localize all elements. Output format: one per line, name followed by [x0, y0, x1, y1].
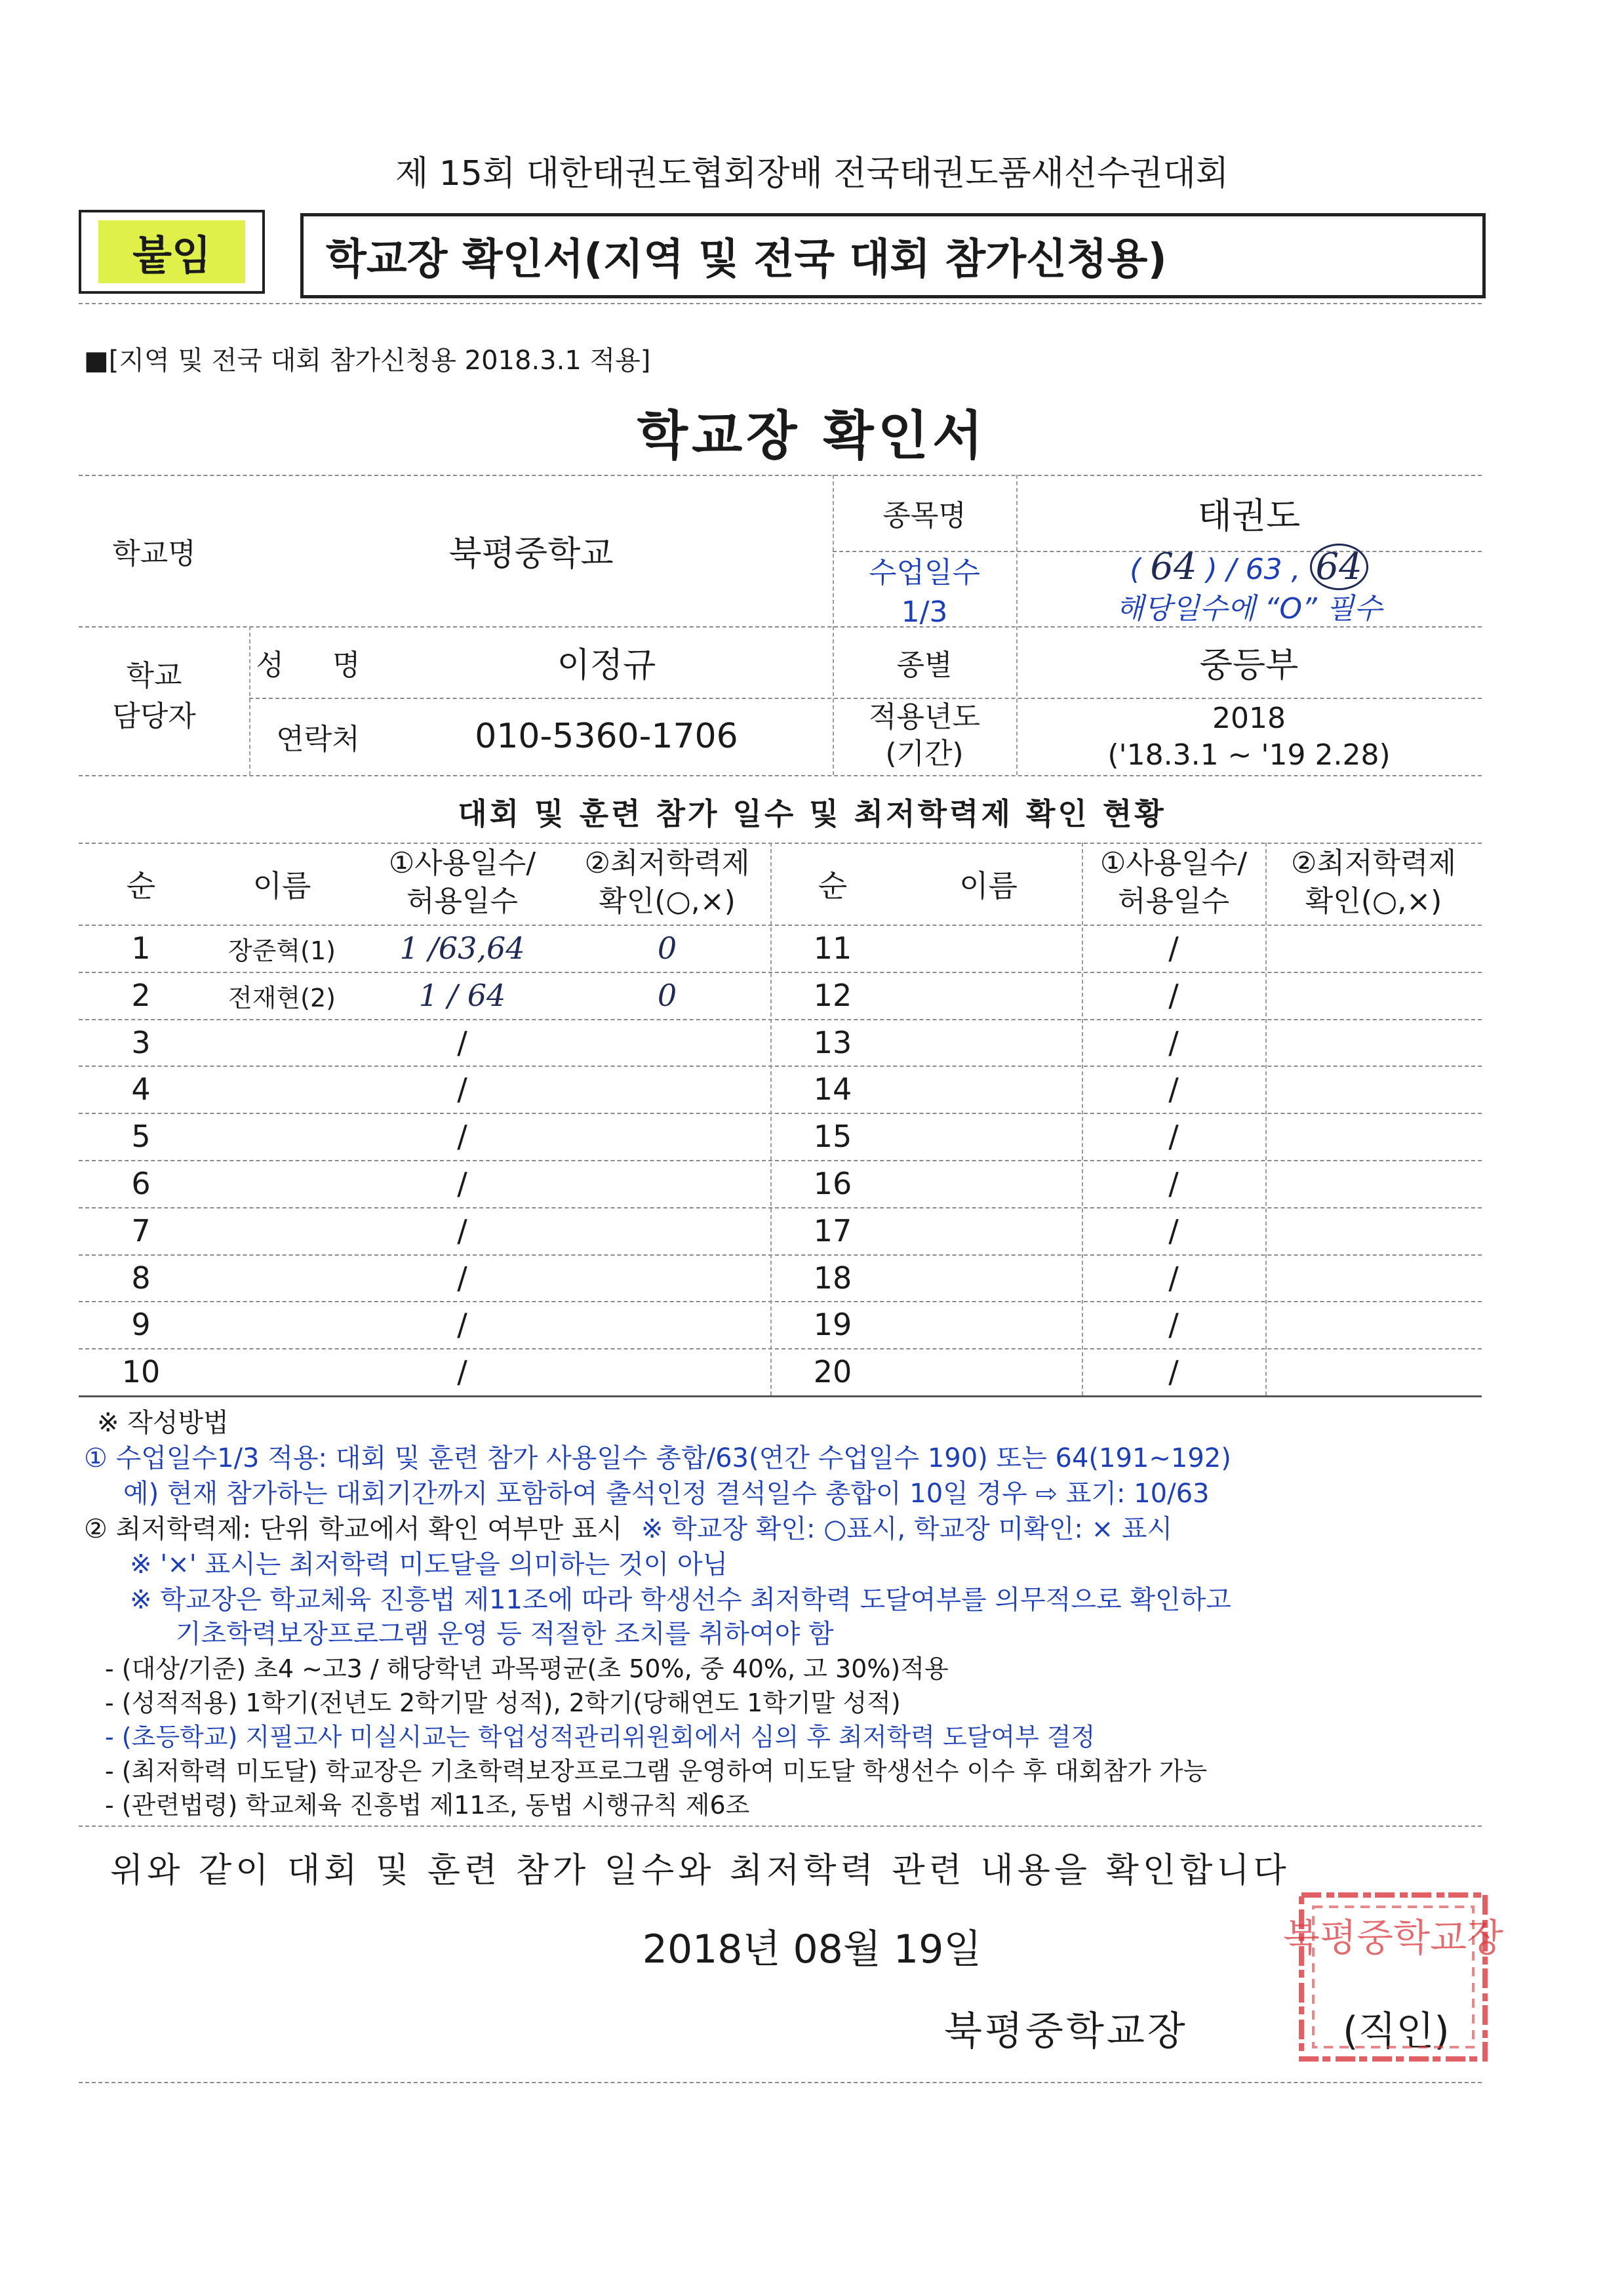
table-cell-check [564, 1066, 770, 1113]
table-cell-name [895, 1254, 1082, 1302]
col-days-line2: 허용일수 [406, 885, 518, 918]
table-cell-days: / [457, 1354, 467, 1389]
main-title: 학교장 확인서 [637, 405, 987, 466]
table-cell-name [895, 1207, 1082, 1254]
table-cell-no: 12 [813, 978, 852, 1013]
divider [79, 1826, 1482, 1827]
table-cell-no: 8 [131, 1260, 151, 1296]
col-name-left: 이름 [252, 868, 311, 904]
table-cell-no: 13 [813, 1025, 852, 1060]
seal-label: (직인) [1343, 2008, 1450, 2054]
table-cell-name [895, 925, 1082, 972]
table-cell-check [564, 1113, 770, 1160]
table-cell-name [203, 1160, 361, 1207]
table-cell-no: 18 [813, 1260, 852, 1296]
table-bottom [79, 1395, 1482, 1397]
days-label [833, 551, 1016, 632]
table-cell-check: 0 [657, 930, 677, 966]
table-cell-check [1265, 972, 1482, 1019]
table-cell-days: 1 / 64 [418, 978, 506, 1013]
event-title: 제 15회 대한태권도협회장배 전국태권도품새선수권대회 [395, 154, 1229, 193]
year-label-line2: (기간) [885, 737, 964, 770]
table-cell-name [203, 1254, 361, 1302]
table-cell-days: / [457, 1307, 467, 1342]
table-cell-days: 1 /63,64 [399, 930, 525, 966]
days-open: ( [1130, 553, 1141, 586]
instruction-line: 기초학력보장프로그램 운영 등 적절한 조치를 취하여야 함 [176, 1619, 834, 1649]
table-cell-no: 6 [131, 1166, 151, 1201]
table-cell-name [895, 1113, 1082, 1160]
table-cell-check [1265, 1301, 1482, 1348]
table-cell-days: / [457, 1025, 467, 1060]
table-cell-days: / [1168, 1025, 1179, 1060]
table-cell-no: 5 [131, 1119, 151, 1154]
table-cell-no: 10 [121, 1354, 161, 1389]
divider [79, 2082, 1482, 2083]
instruction-line: - (초등학교) 지필고사 미실시교는 학업성적관리위원회에서 심의 후 최저학력 도달여부 결정 [105, 1723, 1096, 1751]
table-cell-check [1265, 1254, 1482, 1302]
divider [79, 775, 1482, 776]
days-label-line2: 1/3 [901, 595, 948, 629]
table-cell-no: 17 [813, 1213, 852, 1248]
table-cell-name [203, 1066, 361, 1113]
col-no-right: 순 [818, 868, 848, 904]
col-check-line1: ②최저학력제 [584, 847, 750, 880]
col-check-line2: 확인(○,×) [599, 885, 736, 918]
table-cell-no: 19 [813, 1307, 852, 1342]
col-check-line2: 확인(○,×) [1305, 885, 1442, 918]
divider [79, 303, 1482, 304]
contact-value: 010-5360-1706 [475, 717, 738, 756]
table-cell-check [564, 1254, 770, 1302]
school-seal-stamp [1282, 1888, 1504, 2066]
table-cell-no: 15 [813, 1119, 852, 1154]
table-cell-check [1265, 1348, 1482, 1395]
table-cell-name [203, 1348, 361, 1395]
col-name-right: 이름 [959, 868, 1018, 904]
days-value [1016, 548, 1482, 629]
table-cell-name: 전재현(2) [228, 983, 336, 1012]
contact-label: 연락처 [276, 723, 360, 756]
table-cell-days: / [457, 1260, 467, 1296]
table-cell-days: / [457, 1213, 467, 1248]
table-cell-days: / [1168, 1354, 1179, 1389]
table-cell-days: / [1168, 1119, 1179, 1154]
table-cell-name [203, 1207, 361, 1254]
year-label [833, 699, 1016, 772]
days-note: 해당일수에 “O” 필수 [1116, 592, 1382, 626]
table-cell-name [895, 1066, 1082, 1113]
instruction-line: ※ 학교장은 학교체육 진흥법 제11조에 따라 학생선수 최저학력 도달여부를 의무적으로 확인하고 [130, 1585, 1231, 1615]
year-value-line1: 2018 [1212, 702, 1286, 735]
table-cell-no: 7 [131, 1213, 151, 1248]
table-cell-no: 16 [813, 1166, 852, 1201]
table-cell-check [564, 1348, 770, 1395]
year-value-line2: ('18.3.1 ~ '19 2.28) [1107, 738, 1391, 772]
category-value: 중등부 [1199, 646, 1299, 685]
table-cell-check [564, 1019, 770, 1066]
table-cell-days: / [1168, 978, 1179, 1013]
table-cell-check [1265, 925, 1482, 972]
table-cell-check [1265, 1113, 1482, 1160]
table-title: 대회 및 훈련 참가 일수 및 최저학력제 확인 현황 [458, 796, 1166, 831]
col-days-right [1082, 845, 1265, 921]
table-cell-check [564, 1301, 770, 1348]
school-name: 북평중학교 [448, 534, 614, 574]
staff-label [79, 656, 229, 737]
table-cell-days: / [1168, 1307, 1179, 1342]
col-days-line1: ①사용일수/ [388, 847, 536, 880]
table-cell-check [564, 1160, 770, 1207]
category-label: 종별 [896, 648, 953, 682]
table-cell-days: / [457, 1119, 467, 1154]
table-cell-days: / [1168, 930, 1179, 966]
instruction-line: - (대상/기준) 초4 ~고3 / 해당학년 과목평균(초 50%, 중 40%, 고 30%)적용 [105, 1654, 949, 1683]
confirm-date: 2018년 08월 19일 [642, 1926, 982, 1972]
col-check-right [1265, 845, 1482, 921]
event-value: 태권도 [1197, 494, 1301, 536]
col-check-left [564, 845, 770, 921]
table-cell-no: 20 [813, 1354, 852, 1389]
instruction-line: 예) 현재 참가하는 대회기간까지 포함하여 출석인정 결석일수 총합이 10일 경우 ⇨ 표기: 10/63 [123, 1479, 1210, 1509]
table-cell-no: 11 [813, 930, 852, 966]
badge-label: 붙임 [98, 220, 245, 283]
instructions-heading: ※ 작성방법 [97, 1408, 229, 1438]
table-cell-check: 0 [657, 978, 677, 1013]
table-cell-check [1265, 1019, 1482, 1066]
days-mid: ) / 63 , [1206, 553, 1301, 586]
table-cell-name [203, 1019, 361, 1066]
table-cell-name [895, 1301, 1082, 1348]
instruction-part: ※ 학교장 확인: ○표시, 학교장 미확인: × 표시 [641, 1514, 1173, 1544]
badge-frame [79, 210, 265, 294]
table-cell-check [1265, 1160, 1482, 1207]
staff-label-line2: 담당자 [112, 700, 196, 733]
instruction-line [84, 1508, 1172, 1546]
principal-name: 북평중학교장 [944, 2008, 1188, 2054]
school-label: 학교명 [112, 536, 196, 570]
event-label: 종목명 [882, 499, 966, 532]
col-no-left: 순 [126, 868, 156, 904]
table-cell-no: 2 [131, 978, 151, 1013]
table-cell-name [895, 1348, 1082, 1395]
table-cell-name [895, 972, 1082, 1019]
table-cell-days: / [457, 1166, 467, 1201]
col-days-line2: 허용일수 [1117, 885, 1229, 918]
table-cell-no: 3 [131, 1025, 151, 1060]
year-label-line1: 적용년도 [868, 700, 980, 734]
days-circled: 64 [1310, 544, 1368, 590]
table-cell-days: / [1168, 1071, 1179, 1107]
year-value [1016, 700, 1482, 774]
days-handwritten: 64 [1150, 546, 1197, 588]
instruction-line: - (성적적용) 1학기(전년도 2학기말 성적), 2학기(당해연도 1학기말 성적) [105, 1688, 901, 1717]
table-cell-no: 1 [131, 930, 151, 966]
table-cell-days: / [1168, 1213, 1179, 1248]
table-cell-no: 9 [131, 1307, 151, 1342]
table-cell-days: / [1168, 1260, 1179, 1296]
name-label: 성 명 [256, 648, 380, 682]
days-value-line [1016, 548, 1482, 589]
instruction-line: - (최저학력 미도달) 학교장은 기초학력보장프로그램 운영하여 미도달 학생선수 이수 후 대회참가 가능 [105, 1757, 1208, 1786]
table-cell-name: 장준혁(1) [228, 936, 336, 965]
note-text: ■[지역 및 전국 대회 참가신청용 2018.3.1 적용] [84, 346, 651, 376]
name-value: 이정규 [557, 646, 656, 685]
table-cell-no: 14 [813, 1071, 852, 1107]
table-cell-name [895, 1160, 1082, 1207]
instruction-part: ② 최저학력제: 단위 학교에서 확인 여부만 표시 [84, 1514, 623, 1544]
instruction-line: ※ '×' 표시는 최저학력 미도달을 의미하는 것이 아님 [130, 1549, 728, 1580]
instruction-line: - (관련법령) 학교체육 진흥법 제11조, 동법 시행규칙 제6조 [105, 1791, 750, 1820]
col-days-line1: ①사용일수/ [1099, 847, 1248, 880]
col-days-left [361, 845, 564, 921]
staff-label-line1: 학교 [126, 659, 182, 692]
stamp-text: 북평중학교장 [1282, 1915, 1504, 1960]
instruction-line: ① 수업일수1/3 적용: 대회 및 훈련 참가 사용일수 총합/63(연간 수업일수 190) 또는 64(191~192) [84, 1443, 1231, 1473]
table-cell-name [203, 1113, 361, 1160]
col-check-line1: ②최저학력제 [1291, 847, 1456, 880]
table-cell-days: / [1168, 1166, 1179, 1201]
table-cell-check [564, 1207, 770, 1254]
table-cell-days: / [457, 1071, 467, 1107]
table-cell-no: 4 [131, 1071, 151, 1107]
days-label-line1: 수업일수 [868, 556, 980, 589]
confirm-text: 위와 같이 대회 및 훈련 참가 일수와 최저학력 관련 내용을 확인합니다 [110, 1851, 1290, 1890]
table-cell-name [895, 1019, 1082, 1066]
table-cell-check [1265, 1066, 1482, 1113]
doc-heading: 학교장 확인서(지역 및 전국 대회 참가신청용) [300, 213, 1486, 298]
table-cell-name [203, 1301, 361, 1348]
table-cell-check [1265, 1207, 1482, 1254]
